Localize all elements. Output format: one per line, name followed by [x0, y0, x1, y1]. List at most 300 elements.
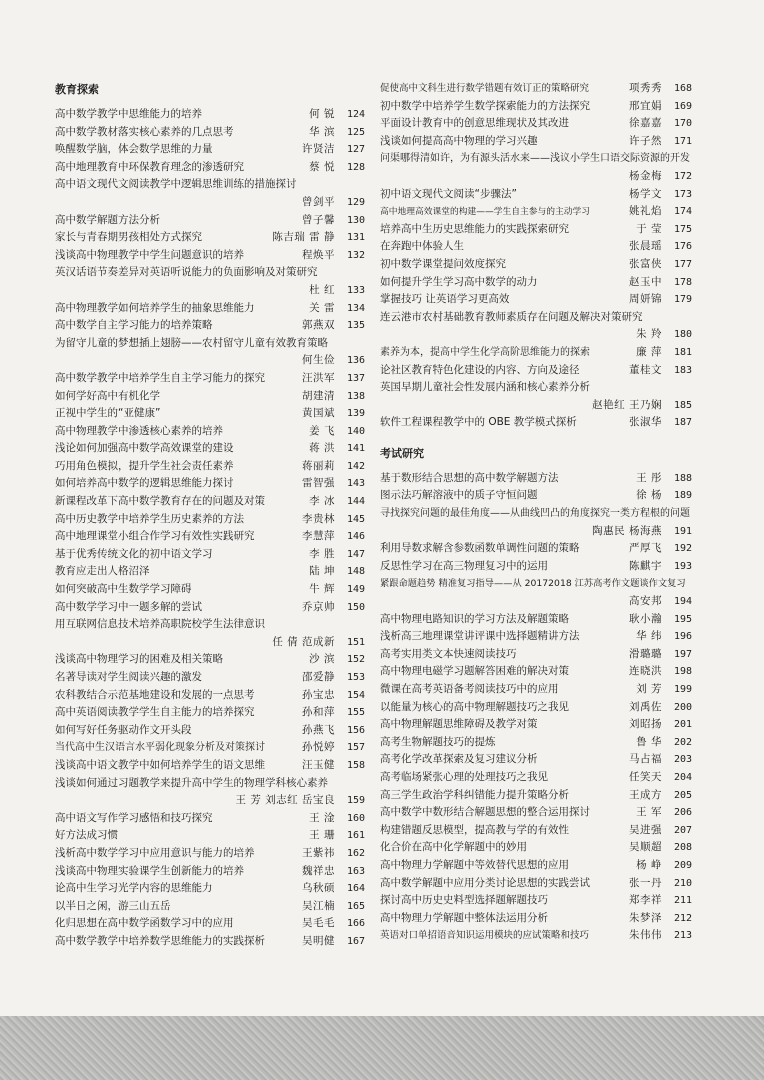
- toc-entry-page: 188: [673, 472, 692, 484]
- toc-entry-author: 汪玉健: [302, 758, 335, 771]
- toc-entry-author: 廉 萍: [636, 345, 662, 358]
- toc-entry-title: 论社区教育特色化建设的内容、方向及途径: [380, 363, 580, 376]
- toc-entry: [55, 845, 365, 863]
- toc-entry: [55, 264, 365, 299]
- toc-entry-page: 174: [673, 206, 692, 218]
- toc-entry-title-line: [55, 616, 365, 634]
- toc-entry-author: 吴明健: [302, 934, 335, 947]
- toc-entry-page: 194: [673, 596, 692, 608]
- toc-entry: [380, 150, 692, 185]
- toc-entry-line: [55, 863, 365, 881]
- toc-entry-title: 高中数学教材落实核心素养的几点思考: [55, 125, 234, 138]
- toc-entry-author: 任笑天: [629, 770, 662, 783]
- toc-entry-line: [380, 487, 692, 505]
- toc-entry-title: 高中英语阅读教学学生自主能力的培养探究: [55, 706, 255, 719]
- toc-entry-page: 211: [673, 895, 692, 907]
- toc-entry: [55, 739, 365, 757]
- toc-entry-author: 孙燕飞: [302, 723, 335, 736]
- toc-entry-page: 167: [346, 935, 365, 947]
- toc-entry-line: [380, 238, 692, 256]
- toc-entry-page: 169: [673, 100, 692, 112]
- toc-entry-author: 王 军: [636, 806, 662, 819]
- toc-entry-author: 沙 滨: [309, 653, 335, 666]
- toc-entry-line: [380, 344, 692, 362]
- toc-entry-title: 微课在高考英语备考阅读技巧中的应用: [380, 683, 559, 695]
- toc-entry: [55, 159, 365, 177]
- toc-entry: [55, 722, 365, 740]
- toc-entry-line: [55, 581, 365, 599]
- toc-entry-title: 浅谈高中物理教学中学生问题意识的培养: [55, 248, 244, 261]
- toc-entry: [55, 493, 365, 511]
- toc-entry-author: 关 雷: [309, 301, 335, 314]
- toc-entry-line: [380, 540, 692, 558]
- toc-entry-author: 曾剑平: [302, 195, 335, 208]
- toc-entry-title: 在奔跑中体验人生: [380, 240, 464, 253]
- toc-entry-line: [380, 751, 692, 769]
- toc-entry-page: 147: [346, 548, 365, 560]
- toc-entry: [55, 106, 365, 124]
- toc-entry: [55, 247, 365, 265]
- toc-entry-line: [55, 651, 365, 669]
- toc-entry-title: 化归思想在高中数学函数学习中的应用: [55, 917, 234, 930]
- toc-entry-author: 连晓洪: [629, 665, 662, 678]
- toc-entry-title: 掌握技巧 让英语学习更高效: [380, 293, 510, 306]
- toc-entry-author: 严厚飞: [629, 542, 662, 555]
- toc-entry-page: 156: [346, 724, 365, 736]
- toc-entry-line: [55, 370, 365, 388]
- toc-entry: [55, 863, 365, 881]
- toc-entry-line: [380, 611, 692, 629]
- toc-entry-title: 初中数学中培养学生数学探索能力的方法探究: [380, 99, 590, 112]
- toc-entry-author: 王 彤: [636, 471, 662, 484]
- toc-entry-author: 杜 红: [309, 283, 335, 296]
- toc-entry-meta-line: [380, 593, 692, 611]
- toc-entry-author: 孙和萍: [302, 706, 335, 719]
- toc-entry-title: 连云港市农村基础教育教师素质存在问题及解决对策研究: [380, 310, 643, 323]
- toc-entry-author: 吴进强: [629, 823, 662, 836]
- toc-entry-line: [55, 669, 365, 687]
- toc-entry-page: 196: [673, 631, 692, 643]
- toc-entry-page: 165: [346, 900, 365, 912]
- toc-entry: [380, 505, 692, 540]
- toc-entry-title: 基于数形结合思想的高中数学解题方法: [380, 471, 559, 484]
- toc-entry-line: [380, 470, 692, 488]
- toc-entry-page: 132: [346, 249, 365, 261]
- toc-entry-page: 203: [673, 754, 692, 766]
- toc-entry-page: 164: [346, 883, 365, 895]
- toc-entry-page: 193: [673, 560, 692, 572]
- toc-entry-page: 166: [346, 918, 365, 930]
- toc-entry-title: 高中语文写作学习感悟和技巧探究: [55, 811, 213, 824]
- toc-entry: [55, 546, 365, 564]
- toc-entry: [380, 414, 692, 432]
- toc-entry-line: [380, 80, 692, 98]
- toc-entry-author: 刘禹佐: [629, 700, 662, 713]
- toc-entry-line: [380, 839, 692, 857]
- toc-entry: [55, 370, 365, 388]
- toc-entry: [380, 186, 692, 204]
- toc-entry-line: [380, 98, 692, 116]
- toc-entry-title: 基于优秀传统文化的初中语文学习: [55, 547, 213, 560]
- toc-entry: [55, 687, 365, 705]
- toc-entry: [55, 388, 365, 406]
- toc-entry-line: [380, 804, 692, 822]
- toc-entry-line: [55, 563, 365, 581]
- toc-entry: [55, 775, 365, 810]
- toc-entry-title: 浅论如何加强高中数学高效课堂的建设: [55, 442, 234, 455]
- toc-entry-page: 137: [346, 372, 365, 384]
- toc-entry-page: 160: [346, 812, 365, 824]
- toc-entry-author: 王 珊: [309, 829, 335, 842]
- toc-entry-author: 许贤洁: [302, 143, 335, 156]
- toc-entry: [55, 669, 365, 687]
- toc-entry-title-line: [380, 505, 692, 523]
- toc-entry-author: 曾子馨: [302, 213, 335, 226]
- toc-entry-page: 180: [673, 329, 692, 341]
- toc-entry-author: 李慧萍: [302, 530, 335, 543]
- toc-entry-page: 133: [346, 284, 365, 296]
- toc-entry-author: 陆 坤: [309, 565, 335, 578]
- toc-entry-line: [380, 857, 692, 875]
- toc-entry: [55, 880, 365, 898]
- toc-entry: [380, 857, 692, 875]
- toc-entry-line: [380, 910, 692, 928]
- toc-entry-line: [380, 875, 692, 893]
- toc-entry-page: 142: [346, 460, 365, 472]
- toc-entry-page: 162: [346, 847, 365, 859]
- toc-entry-page: 146: [346, 531, 365, 543]
- toc-entry-title: 浅谈高中物理实验课学生创新能力的培养: [55, 864, 244, 877]
- toc-entry-title: 利用导数求解含参数函数单调性问题的策略: [380, 542, 580, 555]
- toc-entry-line: [55, 475, 365, 493]
- toc-entry-line: [380, 716, 692, 734]
- toc-entry-title: 软件工程课程教学中的 OBE 教学模式探析: [380, 416, 577, 429]
- toc-entry-title: 促使高中文科生进行数学错题有效订正的策略研究: [380, 83, 590, 94]
- toc-entry-author: 汪洪军: [302, 371, 335, 384]
- toc-entry-line: [55, 827, 365, 845]
- toc-entry-line: [380, 221, 692, 239]
- toc-entry-page: 149: [346, 584, 365, 596]
- toc-entry-page: 176: [673, 241, 692, 253]
- toc-entry-line: [55, 528, 365, 546]
- toc-entry-page: 210: [673, 877, 692, 889]
- toc-entry-author: 朱 羚: [636, 328, 662, 341]
- toc-entry-title-line: [55, 176, 365, 194]
- toc-entry-page: 154: [346, 689, 365, 701]
- toc-entry-meta-line: [380, 326, 692, 344]
- toc-entry-title-line: [55, 775, 365, 793]
- toc-entry-title: 高中物理电路知识的学习方法及解题策略: [380, 612, 569, 625]
- toc-entry-author: 邢宜娟: [629, 99, 662, 112]
- toc-entry: [380, 362, 692, 380]
- toc-entry-page: 187: [673, 417, 692, 429]
- toc-entry: [380, 804, 692, 822]
- toc-entry-title: 高中物理力学解题中等效替代思想的应用: [380, 858, 569, 871]
- toc-entry: [380, 681, 692, 699]
- toc-entry-title: 如何突破高中生数学学习障碍: [55, 583, 192, 596]
- toc-entry-line: [55, 247, 365, 265]
- toc-entry-page: 185: [673, 399, 692, 411]
- toc-entry-author: 陶惠民 杨海燕: [592, 524, 662, 537]
- toc-entry: [55, 528, 365, 546]
- toc-entry-title: 高中地理教育中环保教育理念的渗透研究: [55, 160, 244, 173]
- toc-entry-line: [380, 291, 692, 309]
- toc-entry-title: 高中地理课堂小组合作学习有效性实践研究: [55, 530, 255, 543]
- toc-entry-page: 129: [346, 196, 365, 208]
- toc-entry-line: [380, 558, 692, 576]
- toc-entry-author: 孙悦婷: [302, 741, 335, 754]
- toc-entry: [55, 898, 365, 916]
- toc-entry-page: 168: [673, 83, 692, 94]
- toc-entry-line: [55, 229, 365, 247]
- toc-entry-title: 用互联网信息技术培养高职院校学生法律意识: [55, 618, 265, 631]
- toc-entry-page: 202: [673, 736, 692, 748]
- toc-entry-title-line: [55, 264, 365, 282]
- toc-entry-title: 当代高中生汉语言水平弱化现象分析及对策探讨: [55, 742, 265, 754]
- toc-entry: [380, 133, 692, 151]
- toc-entry: [380, 221, 692, 239]
- toc-entry-author: 李贵林: [302, 512, 335, 525]
- toc-entry-title: 初中数学课堂提问效度探究: [380, 257, 506, 270]
- toc-entry-title: 高中物理电磁学习题解答困难的解决对策: [380, 665, 569, 678]
- toc-entry-author: 牛 辉: [309, 583, 335, 596]
- toc-entry: [55, 124, 365, 142]
- toc-entry-page: 207: [673, 824, 692, 836]
- toc-entry-page: 135: [346, 320, 365, 332]
- toc-entry-page: 199: [673, 684, 692, 695]
- toc-entry: [380, 80, 692, 98]
- toc-entry-line: [55, 141, 365, 159]
- toc-entry-line: [55, 511, 365, 529]
- toc-entry-title: 高中数学教学中培养数学思维能力的实践探析: [55, 934, 265, 947]
- toc-entry-author: 周妍锦: [629, 293, 662, 306]
- toc-entry-author: 程焕平: [302, 248, 335, 261]
- toc-entry-title: 高三学生政治学科纠错能力提升策略分析: [380, 788, 569, 801]
- toc-entry-author: 许子然: [629, 134, 662, 147]
- toc-entry-author: 张晨瑶: [629, 240, 662, 253]
- toc-entry-page: 124: [346, 109, 365, 120]
- toc-entry-meta-line: [55, 194, 365, 212]
- section-title: 教育探索: [55, 83, 99, 96]
- toc-entry-title: 新课程改革下高中数学教育存在的问题及对策: [55, 495, 265, 508]
- toc-entry-page: 192: [673, 543, 692, 555]
- toc-entry: [380, 628, 692, 646]
- toc-entry-author: 何 锐: [309, 108, 335, 120]
- toc-entry-title-line: [380, 309, 692, 327]
- toc-entry-page: 179: [673, 294, 692, 306]
- toc-entry: [55, 458, 365, 476]
- toc-entry-page: 171: [673, 135, 692, 147]
- toc-entry-author: 郑李祥: [629, 894, 662, 907]
- toc-entry: [380, 256, 692, 274]
- toc-entry-line: [380, 699, 692, 717]
- toc-entry-title: 高中物理教学中渗透核心素养的培养: [55, 424, 223, 437]
- section-title: 考试研究: [380, 446, 424, 460]
- toc-entry: [380, 203, 692, 221]
- toc-entry-author: 魏祥忠: [302, 864, 335, 877]
- toc-entry-page: 213: [673, 930, 692, 942]
- toc-entry-author: 朱伟伟: [629, 929, 662, 942]
- toc-entry-title: 寻找探究问题的最佳角度——从曲线凹凸的角度探究一类方程根的问题: [380, 508, 690, 520]
- toc-entry: [380, 470, 692, 488]
- toc-entry: [380, 115, 692, 133]
- toc-entry-page: 163: [346, 865, 365, 877]
- toc-entry: [380, 558, 692, 576]
- toc-entry: [55, 616, 365, 651]
- toc-entry: [380, 487, 692, 505]
- toc-entry-author: 胡建清: [302, 389, 335, 402]
- toc-entry: [380, 575, 692, 610]
- toc-entry-title: 教育应走出人格沼泽: [55, 565, 150, 578]
- toc-entry-page: 178: [673, 276, 692, 288]
- toc-entry: [380, 274, 692, 292]
- toc-entry-line: [55, 687, 365, 705]
- toc-entry-author: 张富侠: [629, 257, 662, 270]
- toc-entry-author: 吴江楠: [302, 899, 335, 912]
- toc-entry: [55, 599, 365, 617]
- toc-entry-title: 英汉话语节奏差异对英语听说能力的负面影响及对策研究: [55, 266, 318, 279]
- toc-entry: [380, 344, 692, 362]
- toc-entry-title: 高中物理力学解题中整体法运用分析: [380, 911, 548, 924]
- toc-entry-line: [55, 388, 365, 406]
- toc-entry-author: 陈麒宇: [629, 559, 662, 572]
- toc-entry-meta-line: [380, 397, 692, 415]
- toc-entry-page: 212: [673, 912, 692, 924]
- toc-entry-title: 素养为本，提高中学生化学高阶思维能力的探索: [380, 346, 590, 358]
- toc-entry-line: [55, 493, 365, 511]
- toc-entry-page: 175: [673, 223, 692, 235]
- toc-entry: [55, 300, 365, 318]
- toc-entry: [55, 317, 365, 335]
- toc-entry-author: 董桂文: [629, 363, 662, 376]
- toc-entry: [55, 440, 365, 458]
- toc-entry-title: 英语对口单招语音知识运用模块的应试策略和技巧: [380, 930, 590, 942]
- toc-entry-page: 139: [346, 408, 365, 420]
- toc-entry-line: [380, 133, 692, 151]
- toc-entry-line: [380, 787, 692, 805]
- toc-entry-page: 158: [346, 759, 365, 771]
- toc-entry-line: [55, 159, 365, 177]
- toc-entry-author: 刘昭扬: [629, 718, 662, 731]
- toc-entry-page: 138: [346, 390, 365, 402]
- toc-entry-meta-line: [55, 634, 365, 652]
- toc-entry-page: 130: [346, 214, 365, 226]
- toc-entry-author: 乔京帅: [302, 600, 335, 613]
- toc-entry-title: 探讨高中历史史料型选择题解题技巧: [380, 894, 548, 907]
- toc-entry-author: 吴毛毛: [302, 917, 335, 930]
- toc-entry-author: 邵爱静: [302, 671, 335, 683]
- toc-entry-line: [380, 628, 692, 646]
- toc-entry-title-line: [380, 379, 692, 397]
- toc-entry: [55, 141, 365, 159]
- toc-entry-page: 140: [346, 425, 365, 437]
- toc-entry: [55, 563, 365, 581]
- toc-entry-line: [55, 423, 365, 441]
- toc-entry-title: 家长与青春期男孩相处方式探究: [55, 231, 202, 244]
- toc-entry-title: 以能量为核心的高中物理解题技巧之我见: [380, 700, 569, 713]
- toc-entry-author: 于 莹: [636, 222, 662, 235]
- toc-entry-title: 浅析高三地理课堂讲评课中选择题精讲方法: [380, 630, 580, 643]
- toc-entry-meta-line: [380, 168, 692, 186]
- toc-entry-author: 张一丹: [629, 876, 662, 889]
- toc-entry-page: 205: [673, 789, 692, 801]
- toc-entry-title: 高中物理解题思维障碍及教学对策: [380, 718, 538, 731]
- left-column: [55, 80, 365, 951]
- toc-entry-meta-line: [55, 792, 365, 810]
- toc-entry-page: 195: [673, 613, 692, 625]
- toc-entry-line: [55, 739, 365, 757]
- toc-entry-author: 朱梦泽: [629, 911, 662, 924]
- toc-entry-line: [55, 880, 365, 898]
- toc-entry-line: [380, 663, 692, 681]
- toc-entry-line: [380, 203, 692, 221]
- toc-entry-author: 何生俭: [302, 354, 335, 367]
- toc-entry: [380, 787, 692, 805]
- toc-entry: [380, 379, 692, 414]
- toc-entry-line: [380, 274, 692, 292]
- toc-entry: [55, 933, 365, 951]
- toc-entry-title: 为留守儿童的梦想插上翅膀——农村留守儿童有效教育策略: [55, 336, 328, 349]
- toc-entry-title-line: [380, 150, 692, 168]
- toc-entry: [55, 475, 365, 493]
- toc-entry-title: 初中语文现代文阅读“步骤法”: [380, 187, 517, 200]
- toc-entry-title: 高中地理高效课堂的构建——学生自主参与的主动学习: [380, 207, 590, 218]
- toc-entry-title: 高中数学解题中应用分类讨论思想的实践尝试: [380, 876, 590, 889]
- toc-entry-line: [380, 414, 692, 432]
- toc-entry-author: 姚礼焰: [629, 205, 662, 218]
- toc-entry-line: [380, 115, 692, 133]
- toc-entry-line: [55, 599, 365, 617]
- toc-entry-author: 蒋 洪: [309, 442, 335, 455]
- toc-entry-title: 高中历史教学中培养学生历史素养的方法: [55, 512, 244, 525]
- toc-entry-page: 148: [346, 566, 365, 578]
- toc-entry-page: 150: [346, 601, 365, 613]
- toc-entry-author: 吴顺超: [629, 841, 662, 854]
- toc-entry-meta-line: [55, 282, 365, 300]
- toc-entry-title: 巧用角色模拟，提升学生社会责任素养: [55, 459, 234, 472]
- toc-entry-line: [380, 186, 692, 204]
- toc-entry-page: 183: [673, 364, 692, 376]
- right-column: [380, 80, 692, 945]
- toc-entry-line: [380, 362, 692, 380]
- toc-entry-page: 125: [346, 126, 365, 138]
- toc-entry-title-line: [380, 575, 692, 593]
- toc-entry-author: 马占福: [629, 753, 662, 766]
- toc-entry: [380, 734, 692, 752]
- toc-entry-page: 170: [673, 118, 692, 130]
- toc-entry-title: 名著导读对学生阅读兴趣的激发: [55, 671, 202, 683]
- toc-entry-author: 杨 峥: [636, 858, 662, 871]
- toc-entry-author: 李 胜: [309, 547, 335, 560]
- toc-entry-title: 高中数学教学中思维能力的培养: [55, 108, 202, 120]
- toc-entry-page: 131: [346, 232, 365, 244]
- toc-entry-author: 王 芳 刘志红 岳宝良: [235, 794, 335, 807]
- toc-entry-title: 浅析高中数学学习中应用意识与能力的培养: [55, 846, 255, 859]
- toc-entry: [380, 699, 692, 717]
- toc-entry-title: 浅谈如何提高高中物理的学习兴趣: [380, 134, 538, 147]
- toc-entry-page: 200: [673, 701, 692, 713]
- toc-entry: [55, 335, 365, 370]
- toc-entry-meta-line: [55, 352, 365, 370]
- toc-entry-page: 145: [346, 513, 365, 525]
- toc-entry-author: 鲁 华: [636, 735, 662, 748]
- toc-entry-line: [55, 704, 365, 722]
- toc-entry: [380, 291, 692, 309]
- toc-entry-author: 徐 杨: [636, 489, 662, 502]
- toc-entry-page: 157: [346, 742, 365, 754]
- toc-entry: [55, 757, 365, 775]
- toc-entry-title: 正视中学生的“亚健康”: [55, 407, 161, 420]
